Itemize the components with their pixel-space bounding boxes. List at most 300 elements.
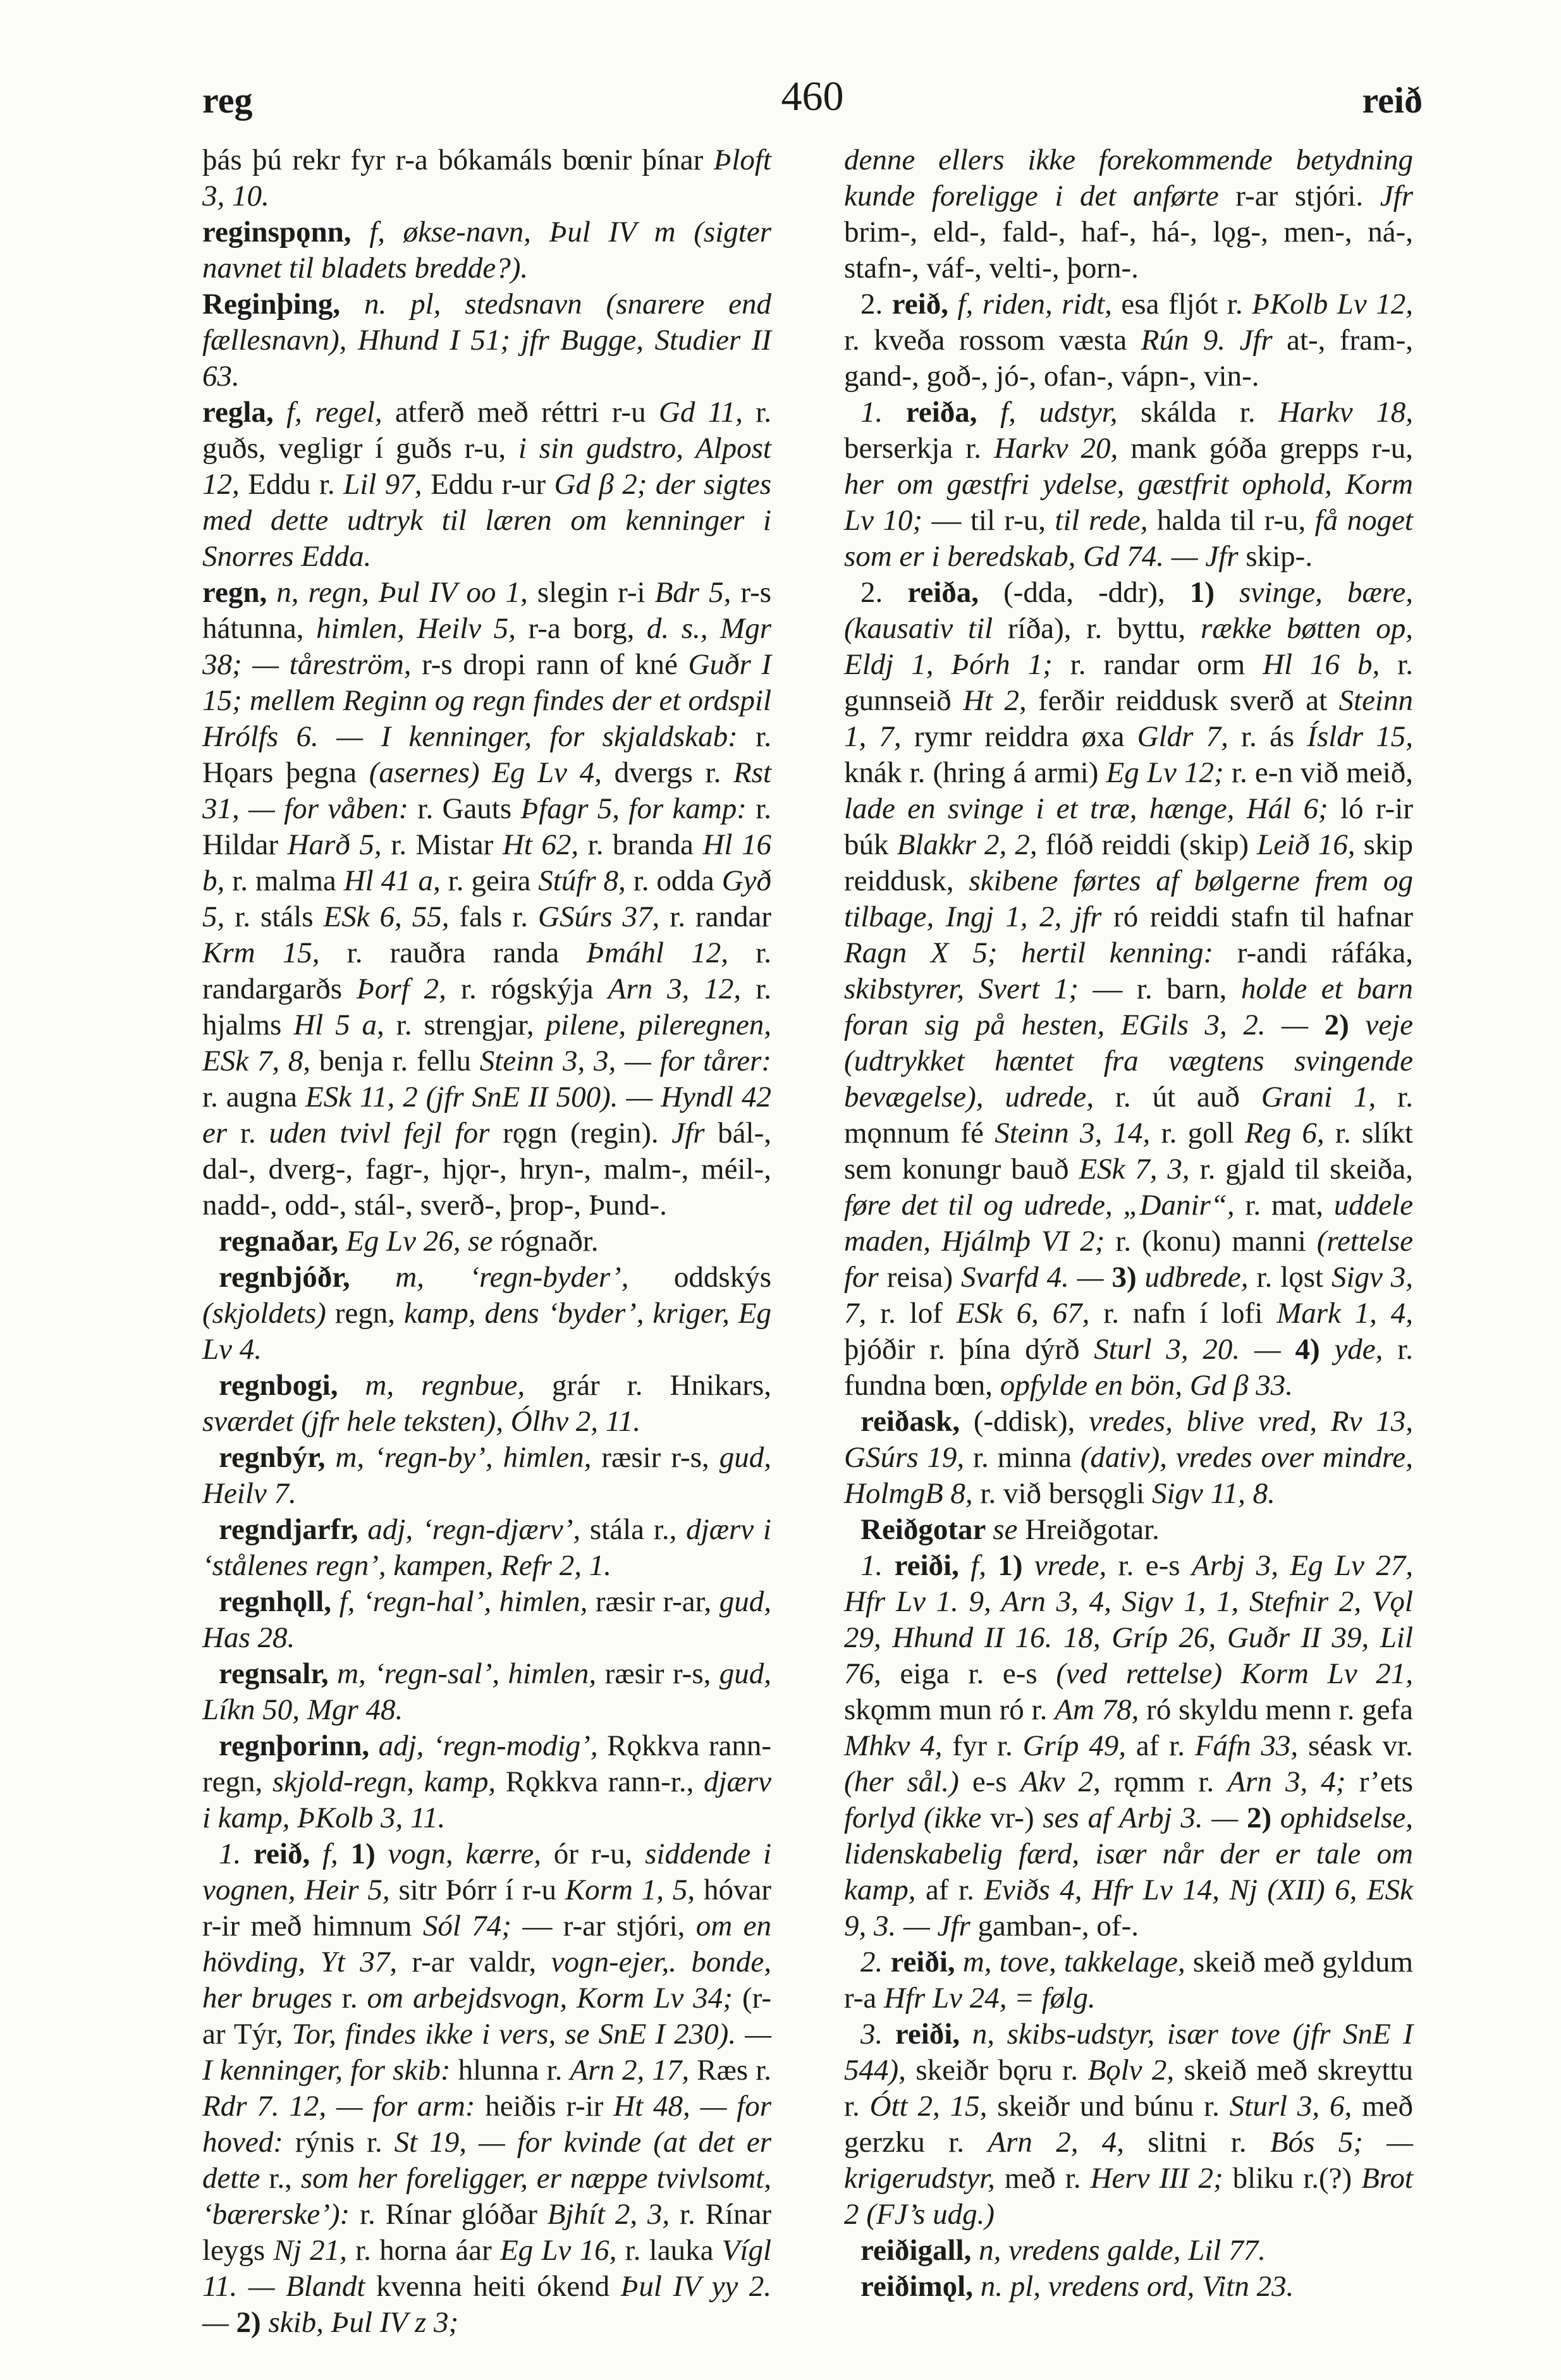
entry-text: oddskýs [673, 1261, 771, 1294]
dictionary-entry [844, 142, 1413, 286]
entry-text: skeiðr und búnu r. [997, 2090, 1230, 2123]
italic-text: Arn 2, 4, [988, 2126, 1148, 2159]
headword: Reiðgotar [860, 1513, 993, 1546]
entry-text: ló r-ir búk [844, 792, 1413, 861]
entry-text: grár r. Hnikars, [552, 1369, 771, 1402]
entry-text: r. branda [587, 828, 703, 861]
italic-text: Gd β 2; der sigtes med dette udtryk til læren om kenninger i Snorres Edda. [202, 468, 771, 573]
italic-text: Þfagr 5, for kamp: [520, 792, 756, 825]
italic-text: Herv III 2; [1090, 2162, 1233, 2195]
entry-text: rymr reiddra øxa [914, 720, 1137, 753]
dictionary-entry [202, 286, 771, 395]
italic-text: Ht 62, [502, 828, 588, 861]
dictionary-entry [844, 1548, 1413, 1944]
entry-text: stála r., [589, 1513, 687, 1546]
entry-text: r. við bersǫgli [980, 1477, 1152, 1510]
italic-text: n, skibs-udstyr, især tove (jfr SnE I 544), [844, 2018, 1413, 2087]
entry-text: r-ar valdr, [412, 1946, 551, 1978]
headword: regnbýr, [219, 1441, 336, 1474]
entry-text: skǫmm mun ró r. [844, 1693, 1055, 1726]
italic-text: få noget som er i beredskab, Gd 74. — Jfr [844, 504, 1413, 573]
italic-text: som her foreligger, er næppe tvivlsomt, ‘bærerske’): [202, 2162, 771, 2231]
italic-text: gud, Líkn 50, Mgr 48. [202, 1657, 771, 1726]
headword: regnbogi, [219, 1369, 365, 1402]
italic-text: m, ‘regn-sal’, himlen, [337, 1657, 605, 1690]
entry-text: r’ets [1359, 1765, 1414, 1798]
headword: reið, [254, 1837, 322, 1870]
entry-text: r. strengjar, [396, 1009, 546, 1041]
italic-text: Sturl 3, 6, [1229, 2090, 1362, 2123]
italic-text: Arn 3, 12, [608, 972, 756, 1005]
italic-text: adj, ‘regn-djærv’, [367, 1513, 590, 1546]
italic-text: djærv i kamp, ÞKolb 3, 11. [202, 1765, 771, 1834]
italic-text: Jfr [671, 1117, 718, 1150]
italic-text: Akv 2, [1020, 1765, 1114, 1798]
italic-text: Grani 1, [1261, 1081, 1398, 1113]
entry-text: r. ás [1241, 720, 1307, 753]
entry-text: af r. [926, 1874, 984, 1906]
entry-text: r-s hátunna, [202, 576, 772, 645]
headword: reiði, [894, 1549, 971, 1582]
italic-text: djærv i ‘stålenes regn’, kampen, Refr 2, 1. [202, 1513, 771, 1582]
italic-text: f, riden, ridt, [957, 288, 1122, 321]
entry-text: benja r. fellu [319, 1045, 480, 1077]
entry-text: þás þú rekr fyr r-a bókamáls bœnir þínar [202, 144, 714, 176]
dictionary-entry [202, 1656, 771, 1728]
entry-text: skip-. [1246, 540, 1313, 573]
italic-text: Eg Lv 12; [1106, 756, 1232, 789]
right-column [844, 142, 1413, 2305]
italic-text: denne ellers ikke forekommende betydning kunde foreligge i det anførte [844, 144, 1413, 212]
headword: regnaðar, [219, 1225, 346, 1258]
dictionary-entry [202, 214, 771, 286]
italic-text: Þmáhl 12, [586, 936, 756, 969]
italic-text: Brot 2 (FJ’s udg.) [844, 2162, 1413, 2231]
entry-text: ró skyldu menn r. gefa [1146, 1693, 1413, 1726]
italic-text: GSúrs 37, [538, 900, 670, 933]
entry-text: r. e-s [1118, 1549, 1192, 1582]
entry-text: r. Gauts [417, 792, 521, 825]
entry-text: Rǫkkva rann-r., [505, 1765, 704, 1798]
entry-text: (-ddisk), [973, 1405, 1089, 1438]
italic-text: 1. [219, 1837, 254, 1870]
entry-text: r. fundna bœn, [844, 1333, 1413, 1402]
headword: regnhǫll, [219, 1585, 340, 1618]
italic-text: Þorf 2, [357, 972, 461, 1005]
entry-text: berserkja r. [844, 432, 995, 465]
italic-text: i sin gudstro, Alpost 12, [202, 432, 771, 501]
italic-text: Gldr 7, [1137, 720, 1241, 753]
headword: 4) [1295, 1333, 1335, 1366]
headword: reið, [891, 288, 958, 321]
entry-text: Hreiðgotar. [1025, 1513, 1160, 1546]
italic-text: ophidselse, lidenskabelig færd, især når der er tale om kamp, [844, 1801, 1414, 1906]
italic-text: Arn 3, 4; [1227, 1765, 1359, 1798]
italic-text: Eg Lv 26, se [346, 1225, 501, 1258]
italic-text: Fáfn 33, [1194, 1729, 1309, 1762]
italic-text: holde et barn foran sig på hesten, EGils 3, 2. — [844, 972, 1413, 1041]
italic-text: f, [322, 1837, 351, 1870]
italic-text: Ht 2, [963, 684, 1039, 717]
entry-text: atferð með réttri r-u [395, 396, 659, 429]
italic-text: 1. [860, 396, 906, 429]
dictionary-entry [844, 286, 1413, 395]
italic-text: Vígl 11. — Blandt [202, 2234, 771, 2303]
italic-text: St 19, — for kvinde (at det er dette [202, 2126, 771, 2195]
entry-text: r. minna [972, 1441, 1080, 1474]
entry-text: r. malma [232, 864, 344, 897]
italic-text: række bøtten op, Eldj 1, Þórh 1; [844, 612, 1413, 681]
entry-text: r-a borg, [528, 612, 647, 645]
italic-text: f, økse-navn, Þul IV m (sigter navnet til bladets bredde?). [202, 216, 771, 285]
entry-text: með gerzku r. [844, 2090, 1413, 2159]
entry-text: eiga r. e-s [900, 1657, 1056, 1690]
italic-text: opfylde en bön, Gd β 33. [1000, 1369, 1294, 1402]
italic-text: Rdr 7. 12, — for arm: [202, 2090, 486, 2123]
italic-text: Steinn 1, 7, [844, 684, 1413, 753]
dictionary-entry [844, 1512, 1413, 1548]
entry-text: rǫmm r. [1113, 1765, 1228, 1798]
italic-text: Blakkr 2, 2, [897, 828, 1046, 861]
italic-text: (dativ), vredes over mindre, HolmgB 8, [844, 1441, 1413, 1510]
entry-text: r. rauðra randa [346, 936, 587, 969]
italic-text: f, ‘regn-hal’, himlen, [339, 1585, 596, 1618]
entry-text: ferðir reiddusk sverð at [1038, 684, 1339, 717]
italic-text: vredes, blive vred, Rv 13, GSúrs 19, [844, 1405, 1413, 1474]
italic-text: Þul IV yy 2. — [202, 2270, 771, 2339]
italic-text: Ótt 2, 15, [869, 2090, 998, 2123]
headword: reiðask, [860, 1405, 974, 1438]
italic-text: (ved rettelse) Korm Lv 21, [1056, 1657, 1414, 1690]
italic-text: Tor, findes ikke i vers, se SnE I 230). — I kenninger, for skib: [202, 2018, 771, 2087]
italic-text: yde, [1334, 1333, 1398, 1366]
entry-text: heiðis r-ir [485, 2090, 614, 2123]
headword: reiði, [895, 2018, 972, 2051]
italic-text: Guðr I 15; mellem Reginn og regn findes der et ordspil Hrólfs 6. — I kenninger, for skjaldskab: [202, 648, 771, 753]
entry-text: sitr Þórr í r-u [398, 1874, 565, 1906]
entry-text: flóð reiddi (skip) [1045, 828, 1258, 861]
headword: reginspǫnn, [202, 216, 370, 248]
entry-text: Rǫkkva rann-regn, [202, 1729, 771, 1798]
entry-text: knák r. (hring á armi) [844, 756, 1106, 789]
italic-text: Gríp 49, [1022, 1729, 1136, 1762]
italic-text: (asernes) Eg Lv 4, [369, 756, 615, 789]
italic-text: ÞKolb Lv 12, [1252, 288, 1413, 321]
italic-text: Eviðs 4, Hfr Lv 14, Nj (XII) 6, ESk 9, 3. — Jfr [844, 1874, 1413, 1942]
italic-text: veje (udtrykket hæntet fra vægtens svingende bevægelse), udrede, [844, 1009, 1413, 1113]
italic-text: Mhkv 4, [844, 1729, 953, 1762]
headword: 2) [236, 2306, 269, 2339]
entry-text: með r. [1004, 2162, 1091, 2195]
dictionary-entry [844, 1944, 1413, 2016]
dictionary-entry [202, 575, 771, 1224]
page-number: 460 [781, 73, 844, 120]
italic-text: Nj 21, [273, 2234, 356, 2267]
italic-text: adj, ‘regn-modig’, [378, 1729, 608, 1762]
italic-text: skib, Þul IV z 3; [268, 2306, 459, 2339]
entry-text: — r-ar stjóri, [522, 1910, 696, 1942]
italic-text: forlyd (ikke [844, 1801, 991, 1834]
italic-text: Bǫlv 2, [1087, 2054, 1184, 2087]
running-head [202, 60, 1423, 121]
entry-text: séask vr. [1308, 1729, 1413, 1762]
entry-text: ræsir r-s, [601, 1441, 719, 1474]
italic-text: Harð 5, [287, 828, 391, 861]
entry-text: r. randargarðs [202, 936, 771, 1005]
dictionary-entry [844, 2233, 1413, 2269]
italic-text: Mark 1, 4, [1276, 1297, 1413, 1330]
italic-text: lade en svinge i et træ, hænge, Hál 6; [844, 792, 1341, 825]
headword: regnþorinn, [219, 1729, 379, 1762]
italic-text: føre det til og udrede, „Danir“, [844, 1189, 1246, 1222]
italic-text: til rede, [1055, 504, 1157, 537]
italic-text: Sturl 3, 20. — [1094, 1333, 1295, 1366]
headword: reiða, [907, 576, 1004, 609]
entry-text: r. nafn í lofi [1103, 1297, 1277, 1330]
entry-text: skeiðr bǫru r. [915, 2054, 1088, 2087]
italic-text: Hl 16 b, [1263, 648, 1398, 681]
entry-text: r. augna [202, 1081, 305, 1113]
italic-text: Steinn 3, 14, [995, 1117, 1161, 1150]
italic-text: 1. [860, 1549, 895, 1582]
entry-text: r. gjald til skeiða, [1199, 1153, 1413, 1186]
entry-text: 2. [860, 576, 908, 609]
entry-text: — til r-u, [931, 504, 1055, 537]
entry-text: r. mat, [1245, 1189, 1334, 1222]
entry-text: bál-, dal-, dverg-, fagr-, hjǫr-, hryn-, malm-, méil-, nadd-, odd-, stál-, sverð-, þrop-, Þund-. [202, 1117, 771, 1222]
italic-text: vogn-ejer,. bonde, her bruges [202, 1946, 771, 2015]
headword: regnsalr, [219, 1657, 338, 1690]
dictionary-entry [844, 395, 1413, 575]
italic-text: om arbejdsvogn, Korm Lv 34; [367, 1982, 742, 2015]
dictionary-entry [202, 1728, 771, 1836]
italic-text: 3. [860, 2018, 895, 2051]
italic-text: svinge, bære, (kausativ til [844, 576, 1414, 645]
entry-text: (r-ar Týr, [202, 1982, 771, 2051]
entry-text: mank góða grepps r-u, [1130, 432, 1413, 465]
entry-text: vr-) [990, 1801, 1043, 1834]
italic-text: skjold-regn, kamp, [272, 1765, 506, 1798]
headword: regndjarfr, [219, 1513, 368, 1546]
italic-text: ESk 11, 2 (jfr SnE II 500). — Hyndl 42 er [202, 1081, 771, 1150]
italic-text: m, ‘regn-byder’, [395, 1261, 674, 1294]
entry-text: r. slíkt sem konungr bauð [844, 1117, 1413, 1186]
italic-text: n. pl, stedsnavn (snarere end fællesnavn), Hhund I 51; jfr Bugge, Studier II 63. [202, 288, 771, 393]
italic-text: Arbj 3, Eg Lv 27, Hfr Lv 1. 9, Arn 3, 4, Sigv 1, 1, Stefnir 2, Vǫl 29, Hhund II 16. 18, Gríp 26, Guðr II 39, Lil 76, [844, 1549, 1413, 1690]
headword: reiða, [905, 396, 1001, 429]
entry-text: r. goll [1161, 1117, 1246, 1150]
entry-text: Eddu r-ur [430, 468, 554, 501]
entry-text: r. Rínar leygs [202, 2198, 771, 2267]
italic-text: n, regn, Þul IV oo 1, [276, 576, 537, 609]
italic-text: Jfr [1380, 180, 1413, 212]
italic-text: Hl 16 b, [202, 828, 771, 897]
entry-text: Eddu r. [248, 468, 344, 501]
italic-text: f, [970, 1549, 998, 1582]
entry-text: skeið með skreyttu r. [844, 2054, 1413, 2123]
italic-text: Gyð 5, [202, 864, 771, 933]
header-left-guideword: reg [202, 80, 253, 121]
italic-text: Hl 41 a, [343, 864, 448, 897]
italic-text: Ht 48, — for hoved: [202, 2090, 772, 2159]
headword: 1) [350, 1837, 388, 1870]
italic-text: Gd 11, [658, 396, 756, 429]
italic-text: m, tove, takkelage, [962, 1946, 1193, 1978]
headword: 1) [1189, 576, 1240, 609]
entry-text: skip reiddusk, [844, 828, 1414, 897]
dictionary-entry [202, 1584, 771, 1656]
italic-text: ESk 6, 55, [323, 900, 460, 933]
entry-text: r. geira [448, 864, 539, 897]
dictionary-entry [202, 1440, 771, 1512]
entry-text: r. Hildar [202, 792, 771, 861]
headword: reiði, [890, 1946, 963, 1978]
entry-text: (-dda, -ddr), [1003, 576, 1190, 609]
entry-text: af r. [1136, 1729, 1195, 1762]
entry-text: rýnis r. [295, 2126, 395, 2159]
italic-text: n. pl, vredens ord, Vitn 23. [980, 2270, 1294, 2303]
entry-text: regn, [334, 1297, 404, 1330]
headword: regla, [202, 396, 286, 429]
entry-text: skálda r. [1141, 396, 1279, 429]
dictionary-entry [202, 395, 771, 575]
italic-text: Þloft 3, 10. [202, 144, 771, 212]
entry-text: r. Rínar glóðar [359, 2198, 548, 2231]
italic-text: uden tvivl fejl for [269, 1117, 503, 1150]
italic-text: siddende i vognen, Heir 5, [202, 1837, 772, 1906]
dictionary-entry [202, 1512, 771, 1584]
entry-text: ræsir r-s, [604, 1657, 719, 1690]
entry-text: r. rógskýja [460, 972, 608, 1005]
entry-text: r. mǫnnum fé [844, 1081, 1413, 1150]
headword: regn, [202, 576, 277, 609]
entry-text: bliku r.(?) [1232, 2162, 1362, 2195]
headword: 3) [1111, 1261, 1145, 1294]
entry-text: fyr r. [952, 1729, 1023, 1762]
italic-text: gud, Heilv 7. [202, 1441, 771, 1510]
italic-text: ESk 7, 3, [1079, 1153, 1200, 1186]
entry-text: r. út auð [1115, 1081, 1261, 1113]
header-right-guideword: reið [1362, 80, 1423, 121]
italic-text: 2. [860, 1946, 891, 1978]
italic-text: om en hövding, Yt 37, [202, 1910, 771, 1978]
left-column [202, 142, 771, 2341]
italic-text: ses af Arbj 3. — [1043, 1801, 1247, 1834]
entry-text: r. lauka [625, 2234, 722, 2267]
entry-text: r. guðs, vegligr í guðs r-u, [202, 396, 771, 465]
entry-text: at-, fram-, gand-, goð-, jó-, ofan-, vápn-, vin-. [844, 324, 1413, 393]
italic-text: Sigv 11, 8. [1151, 1477, 1275, 1510]
entry-text: r. gunnseið [844, 648, 1414, 717]
entry-text: gamban-, of-. [977, 1910, 1139, 1942]
entry-text: r. horna áar [355, 2234, 500, 2267]
entry-text: r. e-n við meið, [1231, 756, 1413, 789]
entry-text: r. lof [880, 1297, 957, 1330]
entry-text: Ræs r. [697, 2054, 771, 2087]
headword: 2) [1324, 1009, 1366, 1041]
entry-text: r-andi ráfáka, [1237, 936, 1413, 969]
italic-text: Harkv 18, [1278, 396, 1413, 429]
italic-text: se [993, 1513, 1025, 1546]
italic-text: skibstyrer, Svert 1; [844, 972, 1093, 1005]
italic-text: Ísldr 15, [1307, 720, 1413, 753]
italic-text: ESk 6, 67, [956, 1297, 1104, 1330]
italic-text: (her sål.) [844, 1765, 972, 1798]
entry-text: brim-, eld-, fald-, haf-, há-, lǫg-, men-, ná-, stafn-, váf-, velti-, þorn-. [844, 216, 1413, 285]
entry-text: r. randar orm [1070, 648, 1263, 681]
headword: Reginþing, [202, 288, 364, 321]
italic-text: her om gæstfri ydelse, gæstfrit ophold, Korm Lv 10; [844, 468, 1413, 537]
italic-text: Sól 74; [422, 1910, 523, 1942]
dictionary-entry [844, 2269, 1413, 2305]
entry-text: r. hjalms [202, 972, 772, 1041]
dictionary-entry [844, 2016, 1413, 2233]
italic-text: Krm 15, [202, 936, 347, 969]
italic-text: Stúfr 8, [538, 864, 634, 897]
italic-text: uddele maden, Hjálmþ VI 2; [844, 1189, 1413, 1258]
dictionary-entry [202, 142, 771, 214]
entry-text: ræsir r-ar, [595, 1585, 719, 1618]
entry-text: r. [240, 1117, 269, 1150]
italic-text: Harkv 20, [994, 432, 1131, 465]
entry-text: r-s dropi rann of kné [422, 648, 689, 681]
italic-text: Bjhít 2, 3, [547, 2198, 680, 2231]
entry-text: kvenna heiti ókend [376, 2270, 621, 2303]
entry-text: hóvar r-ir með himnum [202, 1874, 771, 1942]
italic-text: n, vredens galde, Lil 77. [979, 2234, 1266, 2267]
entry-text: e-s [972, 1765, 1020, 1798]
italic-text: m, regnbue, [365, 1369, 553, 1402]
entry-text: r. randar [670, 900, 771, 933]
entry-text: reisa) [886, 1261, 962, 1294]
entry-text: þjóðir r. þína dýrð [844, 1333, 1094, 1366]
headword: reiðimǫl, [860, 2270, 981, 2303]
entry-text: rógnaðr. [500, 1225, 599, 1258]
italic-text: (skjoldets) [202, 1297, 335, 1330]
entry-text: r. stáls [235, 900, 324, 933]
headword: 1) [998, 1549, 1034, 1582]
entry-text: r. kveða rossom væsta [844, 324, 1141, 357]
italic-text: Eg Lv 16, [499, 2234, 625, 2267]
italic-text: Arn 2, 17, [570, 2054, 697, 2087]
italic-text: Steinn 3, 3, — for tårer: [479, 1045, 772, 1077]
entry-text: esa fljót r. [1121, 288, 1252, 321]
italic-text: Bós 5; — krigerudstyr, [844, 2126, 1414, 2195]
entry-text: r., [269, 2162, 301, 2195]
entry-text: r-ar stjóri. [1235, 180, 1380, 212]
italic-text: udbrede, [1144, 1261, 1257, 1294]
italic-text: m, ‘regn-by’, himlen, [335, 1441, 602, 1474]
entry-text: skeið með gyldum r-a [844, 1946, 1414, 2015]
entry-text: hlunna r. [458, 2054, 570, 2087]
headword: 2) [1246, 1801, 1280, 1834]
entry-text: ór r-u, [553, 1837, 646, 1870]
entry-text: fals r. [459, 900, 539, 933]
entry-text: r. Hǫars þegna [202, 720, 771, 789]
italic-text: Hl 5 a, [293, 1009, 396, 1041]
entry-text: r. odda [633, 864, 722, 897]
dictionary-entry [202, 1260, 771, 1368]
italic-text: (rettelse for [844, 1225, 1413, 1294]
italic-text: vogn, kærre, [388, 1837, 554, 1870]
entry-text: ró reiddi stafn til hafnar [1113, 900, 1414, 933]
dictionary-entry [202, 1368, 771, 1440]
italic-text: Reg 6, [1245, 1117, 1335, 1150]
entry-text: slegin r-i [537, 576, 655, 609]
entry-text: ríða), r. byttu, [1008, 612, 1201, 645]
entry-text: 2. [860, 288, 892, 321]
italic-text: skibene førtes af bølgerne frem og tilbage, Ingj 1, 2, jfr [844, 864, 1413, 933]
